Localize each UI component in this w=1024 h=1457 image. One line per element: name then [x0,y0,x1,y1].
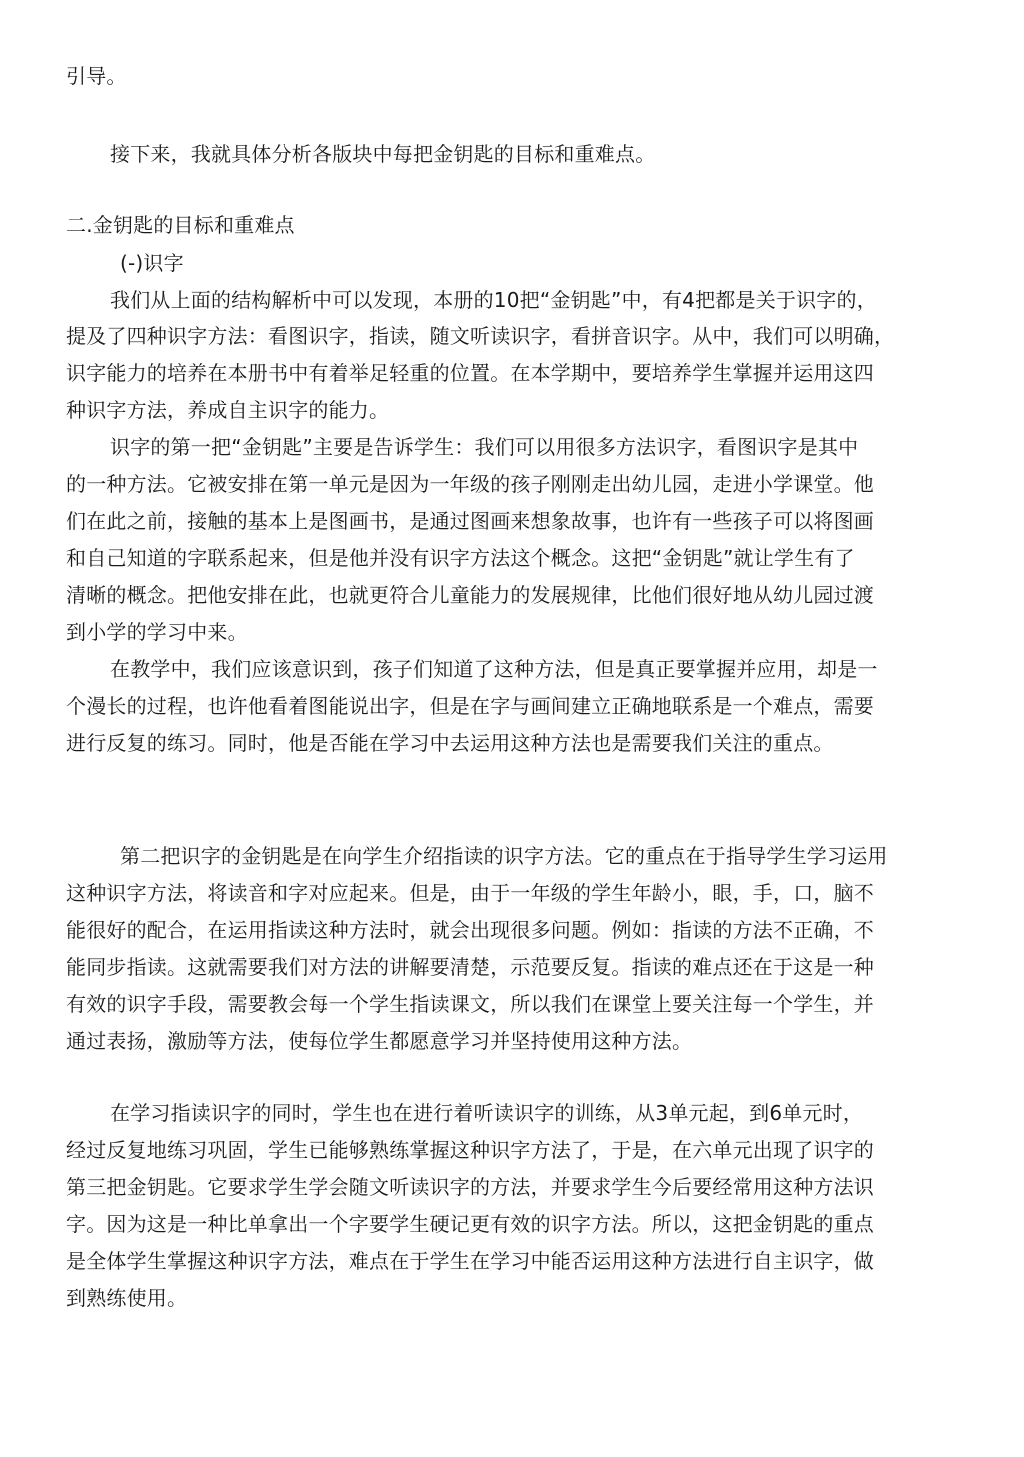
paragraph-4-line-1: 第二把识字的金钥匙是在向学生介绍指读的识字方法。它的重点在于指导学生学习运用 [120,844,888,868]
paragraph-3-line-1: 在教学中，我们应该意识到，孩子们知道了这种方法，但是真正要掌握并应用，却是一 [110,657,878,681]
paragraph-3-line-3: 进行反复的练习。同时，他是否能在学习中去运用这种方法也是需要我们关注的重点。 [66,731,834,755]
paragraph-5-line-6: 到熟练使用。 [66,1286,188,1310]
paragraph-4-line-6: 通过表扬，激励等方法，使每位学生都愿意学习并坚持使用这种方法。 [66,1029,693,1053]
subsection-heading: (-)识字 [120,251,184,275]
paragraph-4-line-2: 这种识字方法，将读音和字对应起来。但是，由于一年级的学生年龄小，眼，手，口，脑不 [66,881,874,905]
paragraph-5-line-4: 字。因为这是一种比单拿出一个字要学生硬记更有效的识字方法。所以，这把金钥匙的重点 [66,1212,874,1236]
paragraph-5-line-2: 经过反复地练习巩固，学生已能够熟练掌握这种识字方法了，于是，在六单元出现了识字的 [66,1138,874,1162]
paragraph-5-line-3: 第三把金钥匙。它要求学生学会随文听读识字的方法，并要求学生今后要经常用这种方法识 [66,1175,874,1199]
paragraph-1-line-1: 我们从上面的结构解析中可以发现，本册的10把“金钥匙”中，有4把都是关于识字的， [110,288,877,312]
paragraph-2-line-3: 们在此之前，接触的基本上是图画书，是通过图画来想象故事，也许有一些孩子可以将图画 [66,509,874,533]
paragraph-4-line-4: 能同步指读。这就需要我们对方法的讲解要清楚，示范要反复。指读的难点还在于这是一种 [66,955,874,979]
paragraph-2-line-6: 到小学的学习中来。 [66,620,248,644]
paragraph-1-line-3: 识字能力的培养在本册书中有着举足轻重的位置。在本学期中，要培养学生掌握并运用这四 [66,361,874,385]
paragraph-2-line-4: 和自己知道的字联系起来，但是他并没有识字方法这个概念。这把“金钥匙”就让学生有了 [66,546,855,570]
section-heading: 二.金钥匙的目标和重难点 [66,213,295,237]
paragraph-2-line-1: 识字的第一把“金钥匙”主要是告诉学生：我们可以用很多方法识字，看图识字是其中 [110,435,859,459]
paragraph-1-line-2: 提及了四种识字方法：看图识字，指读，随文听读识字，看拼音识字。从中，我们可以明确， [66,324,895,348]
paragraph-2-line-2: 的一种方法。它被安排在第一单元是因为一年级的孩子刚刚走出幼儿园，走进小学课堂。他 [66,472,874,496]
paragraph-4-line-3: 能很好的配合，在运用指读这种方法时，就会出现很多问题。例如：指读的方法不正确，不 [66,918,874,942]
paragraph-2-line-5: 清晰的概念。把他安排在此，也就更符合儿童能力的发展规律，比他们很好地从幼儿园过渡 [66,583,874,607]
paragraph-1-line-4: 种识字方法，养成自主识字的能力。 [66,398,390,422]
paragraph-4-line-5: 有效的识字手段，需要教会每一个学生指读课文，所以我们在课堂上要关注每一个学生，并 [66,992,874,1016]
intro-tail-text: 引导。 [66,64,127,88]
transition-text: 接下来，我就具体分析各版块中每把金钥匙的目标和重难点。 [110,142,656,166]
paragraph-5-line-5: 是全体学生掌握这种识字方法，难点在于学生在学习中能否运用这种方法进行自主识字，做 [66,1249,874,1273]
paragraph-3-line-2: 个漫长的过程，也许他看着图能说出字，但是在字与画间建立正确地联系是一个难点，需要 [66,694,874,718]
paragraph-5-line-1: 在学习指读识字的同时，学生也在进行着听读识字的训练，从3单元起，到6单元时， [110,1101,864,1125]
